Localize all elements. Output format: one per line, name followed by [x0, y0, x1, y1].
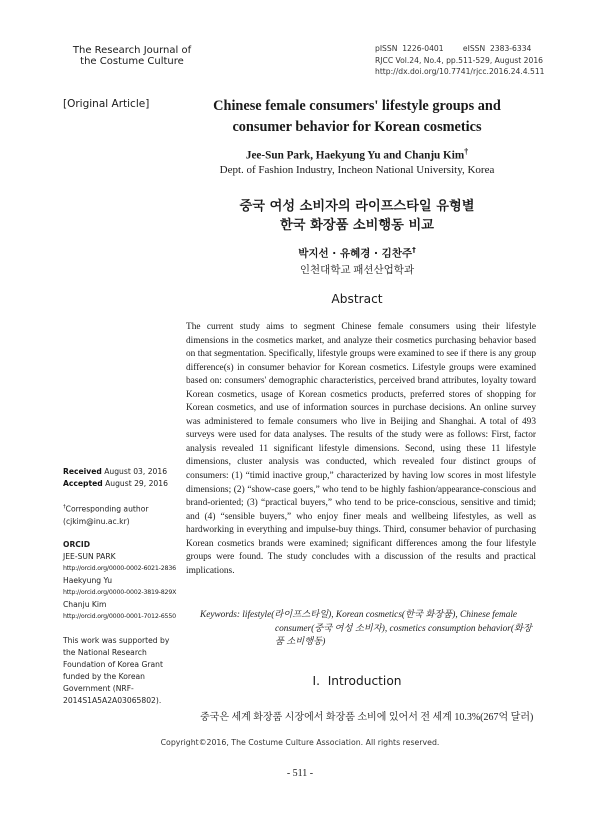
korean-corresponding-mark: †: [412, 245, 416, 254]
accepted-line: [63, 478, 181, 490]
korean-author-names: 박지선 · 유혜경 · 김찬주: [298, 247, 413, 260]
keywords-label: Keywords:: [200, 610, 240, 620]
orcid-link[interactable]: http://orcid.org/0000-0002-3819-829X: [63, 589, 177, 597]
issn: pISSN 1226-0401 eISSN 2383-6334: [375, 44, 532, 53]
introduction-first-line: 중국은 세계 화장품 시장에서 화장품 소비에 있어서 전 세계 10.3%(267억 달러): [200, 712, 534, 723]
orcid-link[interactable]: http://orcid.org/0000-0001-7012-6550: [63, 613, 176, 621]
paper-title: [186, 96, 528, 138]
page-number: - 511 -: [286, 768, 314, 779]
accepted-label: Accepted: [63, 479, 103, 489]
korean-authors: [186, 245, 528, 261]
korean-title: [186, 197, 528, 235]
received-date: August 03, 2016: [104, 467, 168, 476]
received-label: Received: [63, 467, 102, 476]
orcid-name: Haekyung Yu: [63, 576, 113, 586]
journal-name: [62, 45, 202, 67]
orcid-name: Chanju Kim: [63, 600, 107, 610]
korean-title-line1: 중국 여성 소비자의 라이프스타일 유형별: [239, 199, 475, 214]
keywords-line: [200, 609, 536, 650]
received-line: [63, 466, 181, 478]
corresponding-mark: †: [464, 147, 469, 156]
corresponding-dagger: †: [63, 504, 66, 511]
journal-meta: [375, 43, 575, 78]
copyright-notice: Copyright©2016, The Costume Culture Association. All rights reserved.: [160, 738, 440, 747]
doi-link[interactable]: http://dx.doi.org/10.7741/rjcc.2016.24.4.511: [375, 67, 545, 76]
corresponding-email[interactable]: (cjkim@inu.ac.kr): [63, 516, 130, 526]
korean-title-line2: 한국 화장품 소비행동 비교: [280, 218, 434, 233]
corresponding-line: [63, 501, 181, 516]
keywords: [200, 609, 536, 650]
abstract-heading: Abstract: [331, 292, 383, 306]
citation: RJCC Vol.24, No.4, pp.511-529, August 2016: [375, 55, 543, 65]
corresponding-label: Corresponding author: [65, 504, 149, 514]
funding-note: This work was supported by the National Research Foundation of Korea Grant funded by the Korean Government (NRF-2014S1A5A2A03065802).: [63, 635, 170, 706]
accepted-date: August 29, 2016: [105, 479, 168, 489]
authors: [186, 147, 528, 162]
introduction-heading: I. Introduction: [312, 674, 402, 688]
abstract-body: The current study aims to segment Chinese female consumers using their lifestyle dimensions in the cosmetics market, and analyze their cosmetics purchasing behavior based on that segmentation. Specifically, lifestyle groups were examined to see if there is any group difference(s) in consumer behavior for Korean cosmetics. Lifestyle groups were examined based on: consumers' demographic characteristics, perceived brand attributes, loyalty toward Korean cosmetics, usage of Korean cosmetics products, preferred stores of shopping for Korean cosmetics, and use of information sources in purchase decisions. An online survey was administered to female consumers who live in Beijing and Shanghai. A total of 493 surveys were used for data analyses. The results of the study were as follows: First, factor analysis revealed 11 significant lifestyle dimensions. Second, using these 11 lifestyle dimensions, cluster analysis was conducted, which revealed four distinct groups of consumers: (1) “timid inactive group,” characterized by having low scores in most lifestyle dimensions; (2) “show-case goers,” who tend to be highly fashion/appearance-conscious and brand-oriented; (3) “practical buyers,” who tend to be price-conscious, sensitive and timid; and (4) “sensible buyers,” who enjoy finer meals and wellbeing lifestyles, as well as hardworking in everything and impulse-buy things. Third, consumer behavior of purchasing Korean cosmetics brands were examined; significant differences among the four lifestyle groups were found. The study concludes with a discussion of the results and practical implications.: [186, 322, 536, 576]
affiliation: Dept. of Fashion Industry, Incheon National University, Korea: [219, 164, 495, 176]
author-names: Jee-Sun Park, Haekyung Yu and Chanju Kim: [245, 149, 465, 162]
orcid-link[interactable]: http://orcid.org/0000-0002-6021-2836: [63, 565, 176, 573]
korean-affiliation: 인천대학교 패션산업학과: [299, 265, 415, 276]
paper-title-line1: Chinese female consumers' lifestyle groups and: [213, 98, 501, 114]
sidebar-info: [63, 466, 181, 707]
article-type: [Original Article]: [63, 98, 150, 110]
journal-name-line2: the Costume Culture: [80, 56, 184, 67]
orcid-heading: ORCID: [63, 539, 91, 549]
orcid-name: JEE-SUN PARK: [63, 552, 116, 561]
journal-name-line1: The Research Journal of: [72, 45, 192, 56]
paper-title-line2: consumer behavior for Korean cosmetics: [232, 119, 482, 135]
keywords-text: lifestyle(라이프스타일), Korean cosmetics(한국 화장품), Chinese female consumer(중국 여성 소비자), cosmetics consumption behavior(화장품 소비행동): [242, 610, 532, 647]
